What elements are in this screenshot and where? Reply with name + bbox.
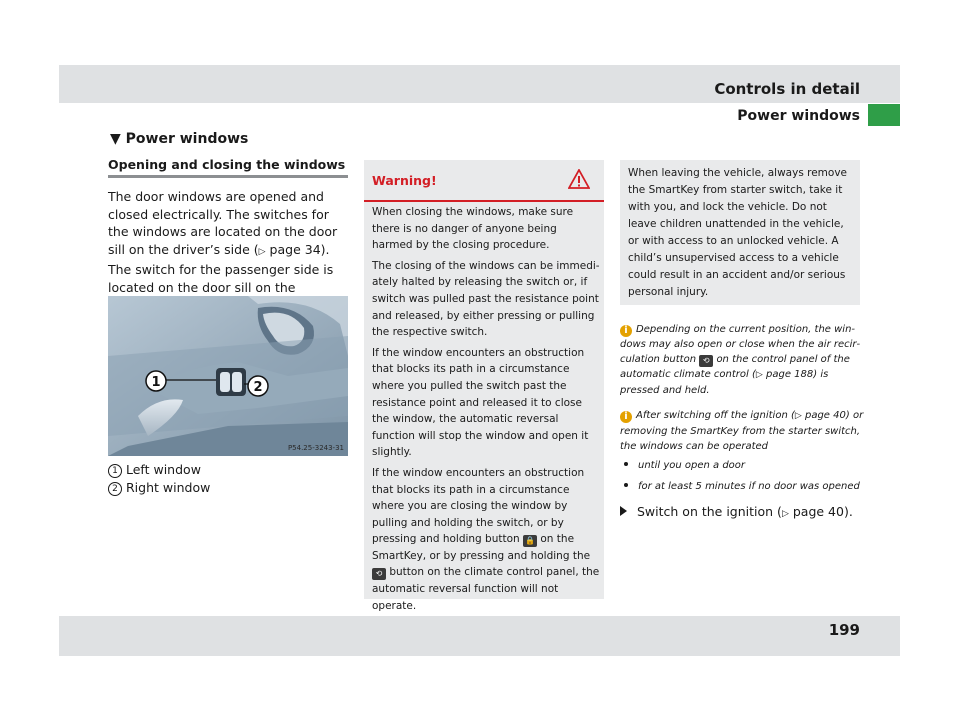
door-panel-illustration <box>108 296 348 456</box>
page-reference-link[interactable]: page 40 <box>804 410 846 421</box>
page-reference-link[interactable]: page 40 <box>792 504 844 519</box>
bullet-dot-icon <box>624 462 628 466</box>
legend-item <box>108 479 210 497</box>
bullet-dot-icon <box>624 483 628 487</box>
recirculation-button-icon: ⟲ <box>699 355 713 367</box>
legend-label: Right window <box>126 480 211 495</box>
figure-callout-2: 2 <box>253 380 263 395</box>
figure-code: P54.25-3243-31 <box>287 444 344 452</box>
page-reference-link[interactable]: page 34 <box>269 241 321 257</box>
page-pointer-icon: ▷ <box>781 509 789 519</box>
subsection-heading: Opening and closing the windows <box>108 157 346 172</box>
chapter-title: Controls in detail <box>714 80 860 98</box>
door-switch-photo <box>108 296 348 456</box>
footer-band <box>59 616 900 656</box>
chapter-tab-marker <box>868 104 900 126</box>
legend-label: Left window <box>126 462 201 477</box>
body-paragraph: The door windows are opened and closed electrically. The switches for the windows are located on the door sill on the driver’s side (▷ page 34). The switch for the passenger side is located on the door sill on the <box>108 189 338 295</box>
warning-paragraph: If the window encounters an obstruction that blocks its path in a circumstance where you are closing the window by pulling and holding the switch, or by pressing and holding button 🔒 on the SmartKey, or by pressing and holding the ⟲ button on the climate control panel, the automatic reversal function will not operate. <box>372 466 600 612</box>
recirculation-button-icon: ⟲ <box>372 568 386 580</box>
info-note-1: i Depending on the current position, the windows may also open or close when the air recirculation button ⟲ on the control panel of the automatic climate control (▷ page 188) is pressed and held. <box>620 324 861 396</box>
figure-callout-1: 1 <box>151 375 161 390</box>
legend-number: 2 <box>108 482 122 496</box>
figure-legend <box>108 461 210 497</box>
warning-paragraph: If the window encounters an obstruction that blocks its path in a circumstance where you pulled the switch past the resistance point and released it to close the window, the automatic reversal function will stop the window and open it slightly. <box>372 346 589 459</box>
info-icon: i <box>620 411 632 423</box>
info-note-2: i After switching off the ignition (▷ page 40) or removing the SmartKey from the starter switch, the windows can be operated <box>620 410 864 452</box>
warning-paragraph: When closing the windows, make sure there is no danger of anyone being harmed by the closing procedure. <box>372 206 574 252</box>
list-item: for at least 5 minutes if no door was opened <box>624 481 860 492</box>
page-pointer-icon: ▷ <box>258 246 266 257</box>
section-title: ▼ Power windows <box>110 131 249 147</box>
info-icon: i <box>620 325 632 337</box>
warning-triangle-icon <box>568 169 590 189</box>
page-pointer-icon: ▷ <box>794 411 802 421</box>
warning-box <box>364 160 604 612</box>
page-pointer-icon: ▷ <box>755 370 763 380</box>
action-arrow-icon <box>620 506 627 516</box>
safety-note-box <box>620 160 860 305</box>
warning-body <box>372 204 600 618</box>
triangle-down-icon: ▼ <box>110 131 121 147</box>
page-reference-link[interactable]: page 188 <box>766 369 814 380</box>
heading-rule <box>108 175 348 178</box>
lock-button-icon: 🔒 <box>523 535 537 547</box>
section-header: Power windows <box>737 108 860 124</box>
legend-number: 1 <box>108 464 122 478</box>
page-number: 199 <box>828 621 860 639</box>
list-item: until you open a door <box>624 460 745 471</box>
action-step: Switch on the ignition (▷ page 40). <box>620 504 853 519</box>
safety-note-text: When leaving the vehicle, always remove the SmartKey from starter switch, take it with you, and lock the vehicle. Do not leave children unattended in the vehicle, or with access to an unlocked vehicle. A child’s unsupervised access to a vehicle could result in an accident and/or serious personal injury. <box>628 167 847 298</box>
warning-header <box>364 160 604 202</box>
warning-paragraph: The closing of the windows can be immediately halted by releasing the switch or, if switch was pulled past the resistance point and released, by either pressing or pulling the respective switch. <box>372 259 600 339</box>
warning-title: Warning! <box>372 173 437 188</box>
legend-item <box>108 461 210 479</box>
